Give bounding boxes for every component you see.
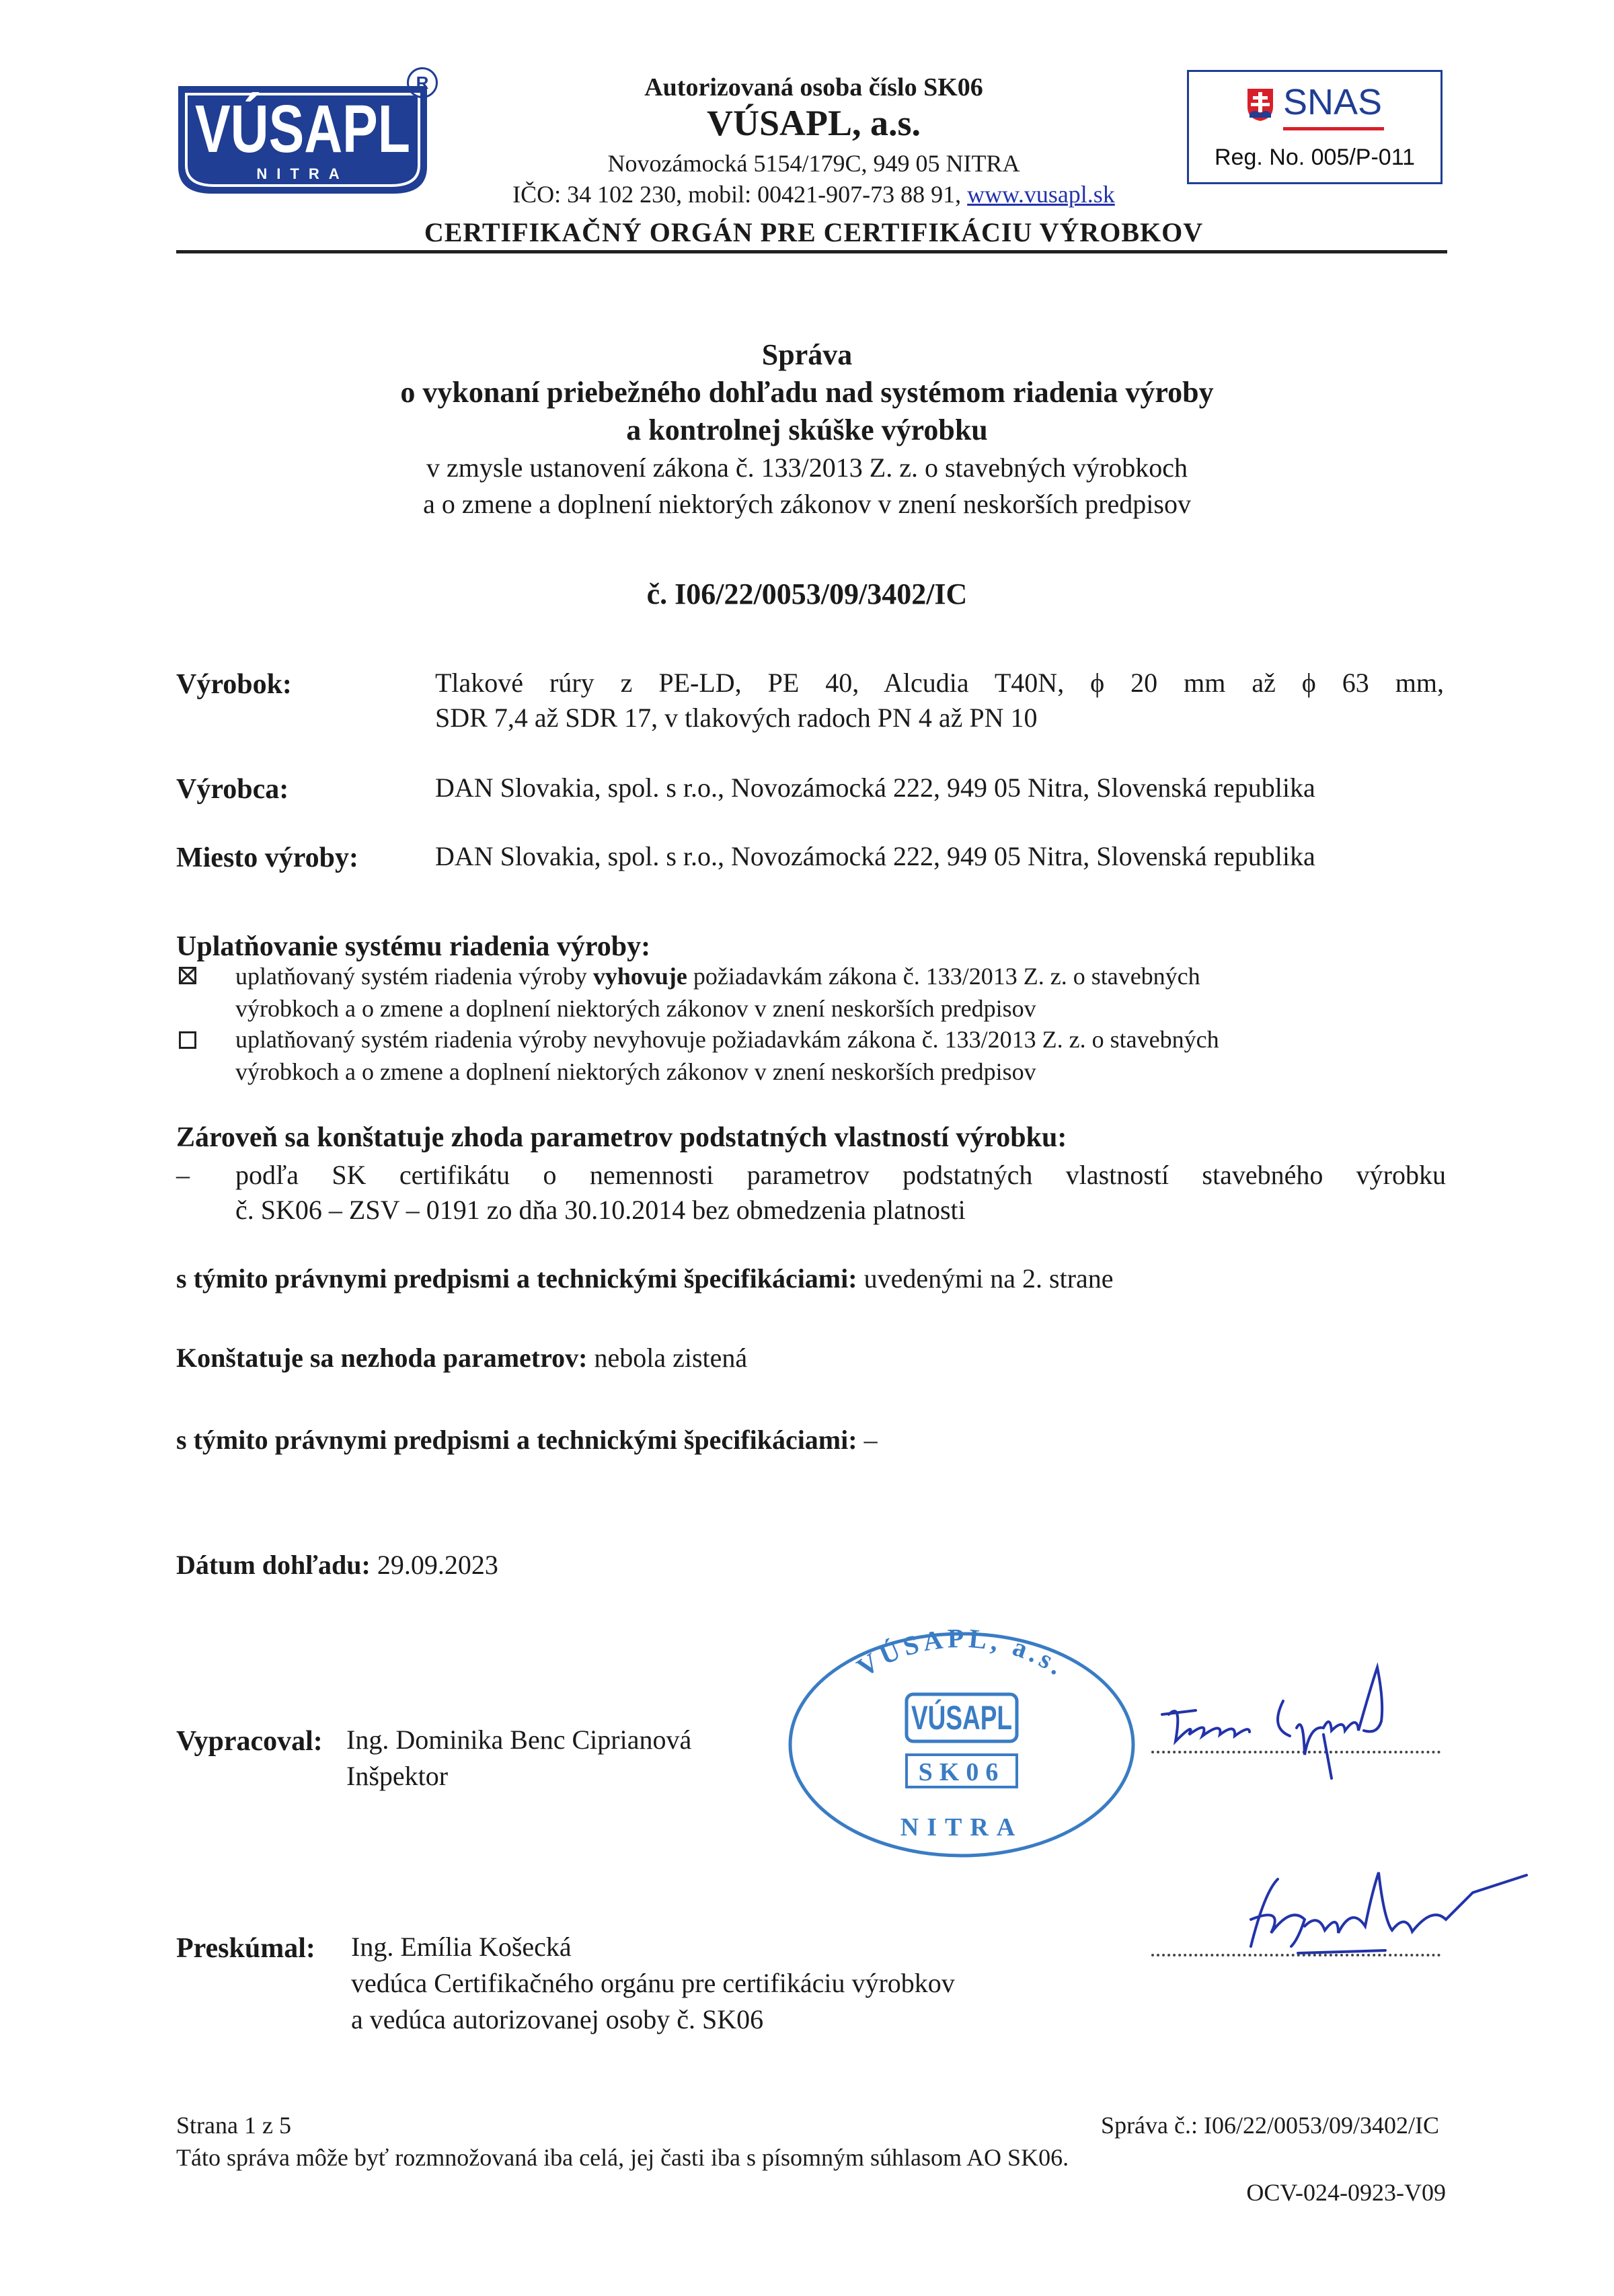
page-number: Strana 1 z 5 <box>176 2112 291 2139</box>
registered-letter: R <box>416 73 429 93</box>
registered-mark <box>407 67 438 98</box>
prepared-by-name: Ing. Dominika Benc Ciprianová <box>346 1725 692 1755</box>
fpc-compliant-pre: uplatňovaný systém riadenia výroby <box>235 963 593 990</box>
footer-report-ref: Správa č.: I06/22/0053/09/3402/IC <box>1101 2112 1439 2139</box>
fpc-compliant-checkbox[interactable] <box>179 967 196 984</box>
inspection-date-value: 29.09.2023 <box>370 1550 498 1580</box>
legal-basis-line: v zmysle ustanovení zákona č. 133/2013 Z. z. o stavebných výrobkoch <box>426 452 1188 483</box>
snas-registration: Reg. No. 005/P-011 <box>1215 145 1415 170</box>
conformity-dash: – <box>176 1160 190 1190</box>
report-number: č. I06/22/0053/09/3402/IC <box>646 578 968 610</box>
logo-text: VÚSAPL <box>195 91 410 167</box>
conformity-line2: č. SK06 – ZSV – 0191 zo dňa 30.10.2014 bez obmedzenia platnosti <box>235 1195 966 1225</box>
conformity-heading: Zároveň sa konštatuje zhoda parametrov podstatných vlastností výrobku: <box>176 1122 1067 1153</box>
fpc-noncompliant-text <box>235 1023 1446 1088</box>
conformity-line1: podľa SK certifikátu o nemennosti parametrov podstatných vlastností stavebného výrobku <box>235 1160 1446 1190</box>
header-rule <box>176 250 1447 253</box>
vusapl-logo <box>171 73 440 207</box>
nonconformity-label: Konštatuje sa nezhoda parametrov: <box>176 1343 588 1373</box>
prepared-by-label: Vypracoval: <box>176 1726 323 1757</box>
stamp-bottom-text: NITRA <box>900 1813 1024 1842</box>
nonconformity-line <box>176 1341 747 1376</box>
reviewed-by-name: Ing. Emília Košecká <box>351 1932 572 1962</box>
reviewed-signature <box>1231 1866 1540 1960</box>
legal-basis-line-2: a o zmene a doplnení niektorých zákonov v znení neskorších predpisov <box>423 489 1191 519</box>
form-code: OCV-024-0923-V09 <box>1246 2179 1446 2206</box>
product-label: Výrobok: <box>176 669 292 700</box>
report-title: Správa <box>761 338 853 371</box>
production-place-value: DAN Slovakia, spol. s r.o., Novozámocká 222, 949 05 Nitra, Slovenská republika <box>435 841 1315 871</box>
prepared-signature <box>1155 1661 1451 1782</box>
production-place-label: Miesto výroby: <box>176 842 359 873</box>
specifications-line <box>176 1261 1114 1296</box>
org-contact <box>471 180 1157 208</box>
fpc-compliant-key: vyhovuje <box>592 963 687 990</box>
stamp-logo-text: VÚSAPL <box>911 1699 1012 1737</box>
fpc-compliant-line1 <box>235 960 1446 992</box>
snas-box <box>1187 70 1443 184</box>
specifications-value: uvedenými na 2. strane <box>857 1263 1114 1294</box>
specifications-line-2 <box>176 1423 878 1458</box>
report-subtitle: o vykonaní priebežného dohľadu nad systémom riadenia výroby <box>400 376 1214 409</box>
conformity-detail <box>235 1158 1446 1228</box>
product-value <box>435 666 1444 736</box>
reviewed-by-role-2: a vedúca autorizovanej osoby č. SK06 <box>351 2004 764 2034</box>
reviewed-by-label: Preskúmal: <box>176 1933 315 1964</box>
specifications-label-2: s týmito právnymi predpismi a technickými špecifikáciami: <box>176 1425 857 1455</box>
product-value-line2: SDR 7,4 až SDR 17, v tlakových radoch PN 4 až PN 10 <box>435 703 1038 733</box>
specifications-value-2: – <box>857 1425 878 1455</box>
product-value-line1: Tlakové rúry z PE-LD, PE 40, Alcudia T40N, ϕ 20 mm až ϕ 63 mm, <box>435 668 1444 698</box>
manufacturer-label: Výrobca: <box>176 774 289 805</box>
snas-underline <box>1283 127 1384 130</box>
fpc-noncompliant-line2: výrobkoch a o zmene a doplnení niektorých zákonov v znení neskorších predpisov <box>235 1058 1036 1085</box>
stamp-code: SK06 <box>918 1758 1005 1786</box>
prepared-by-role: Inšpektor <box>346 1761 449 1791</box>
inspection-date-label: Dátum dohľadu: <box>176 1550 371 1580</box>
authorized-body-line: Autorizovaná osoba číslo SK06 <box>644 73 983 102</box>
contact-details: IČO: 34 102 230, mobil: 00421-907-73 88 91, <box>512 181 968 208</box>
org-address: Novozámocká 5154/179C, 949 05 NITRA <box>607 150 1020 177</box>
nonconformity-value: nebola zistená <box>587 1343 748 1373</box>
specifications-label: s týmito právnymi predpismi a technickými špecifikáciami: <box>176 1263 857 1294</box>
fpc-compliant-post: požiadavkám zákona č. 133/2013 Z. z. o stavebných <box>687 963 1200 990</box>
fpc-heading: Uplatňovanie systému riadenia výroby: <box>176 931 651 962</box>
fpc-compliant-text <box>235 960 1446 1025</box>
org-name: VÚSAPL, a.s. <box>706 103 921 143</box>
reviewed-by-role: vedúca Certifikačného orgánu pre certifikáciu výrobkov <box>351 1968 955 1998</box>
report-subtitle-2: a kontrolnej skúške výrobku <box>626 413 988 446</box>
logo-sub: NITRA <box>256 165 349 182</box>
fpc-noncompliant-checkbox[interactable] <box>179 1031 196 1049</box>
svg-text:VÚSAPL, a.s. <box>851 1623 1073 1683</box>
fpc-compliant-line2: výrobkoch a o zmene a doplnení niektorých zákonov v znení neskorších predpisov <box>235 995 1036 1022</box>
fpc-noncompliant-line1: uplatňovaný systém riadenia výroby nevyhovuje požiadavkám zákona č. 133/2013 Z. z. o stavebných <box>235 1026 1219 1053</box>
slovak-coat-of-arms-icon <box>1245 87 1275 123</box>
snas-label: SNAS <box>1283 82 1383 122</box>
certification-body-name: CERTIFIKAČNÝ ORGÁN PRE CERTIFIKÁCIU VÝROBKOV <box>424 217 1204 247</box>
official-stamp <box>780 1620 1143 1862</box>
manufacturer-value: DAN Slovakia, spol. s r.o., Novozámocká 222, 949 05 Nitra, Slovenská republika <box>435 773 1315 803</box>
stamp-top-text: VÚSAPL, a.s. <box>851 1622 1073 1684</box>
reviewed-signature-line <box>1151 1954 1440 1956</box>
inspection-date <box>176 1548 498 1583</box>
reproduction-notice: Táto správa môže byť rozmnožovaná iba celá, jej časti iba s písomným súhlasom AO SK06. <box>176 2144 1069 2171</box>
website-link[interactable]: www.vusapl.sk <box>967 181 1115 208</box>
